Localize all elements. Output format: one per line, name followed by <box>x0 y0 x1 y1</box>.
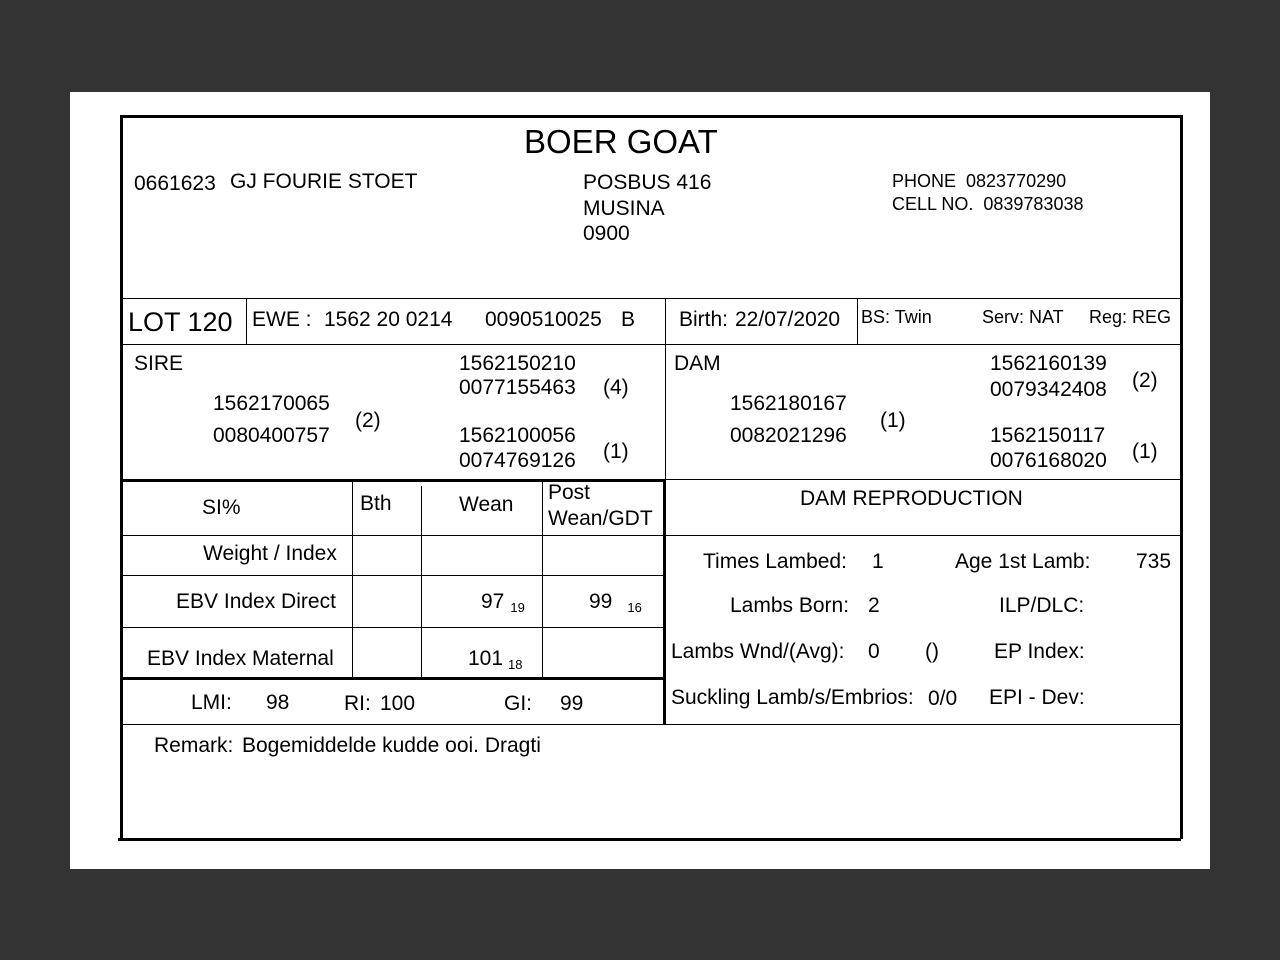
line-perf-row2 <box>122 627 665 628</box>
gi-label: GI: <box>504 692 533 715</box>
breeder-code: 0661623 <box>134 172 216 195</box>
age-first-lamb-label: Age 1st Lamb: <box>955 550 1091 573</box>
suckling-value: 0/0 <box>928 687 958 710</box>
header-bth: Bth <box>360 492 392 515</box>
lambs-weaned-value: 0 <box>868 640 880 663</box>
sire-reg: 0080400757 <box>213 424 330 447</box>
lambs-weaned-label: Lambs Wnd/(Avg): <box>671 640 845 663</box>
row-ebv-maternal: EBV Index Maternal <box>147 647 334 670</box>
line-perf-header <box>122 535 1180 536</box>
sire-sire-id: 1562150210 <box>459 352 576 375</box>
ilp-dlc-label: ILP/DLC: <box>999 594 1085 617</box>
card-title: BOER GOAT <box>524 123 718 160</box>
line-header-bottom <box>122 298 1180 299</box>
birth-status: BS: Twin <box>861 307 932 327</box>
address-line-1: POSBUS 416 <box>583 171 712 194</box>
frame-bottom <box>118 838 1181 841</box>
dam-sire-id: 1562160139 <box>990 352 1107 375</box>
remark-label: Remark: <box>154 734 234 757</box>
dam-dam-id: 1562150117 <box>990 424 1106 447</box>
sire-sire-count: (4) <box>603 376 629 399</box>
cell-number: CELL NO. 0839783038 <box>892 194 1084 214</box>
line-perf-bottom <box>122 677 665 680</box>
header-post-wean-1: Post <box>548 481 591 504</box>
sire-sire-reg: 0077155463 <box>459 376 576 399</box>
lambs-born-label: Lambs Born: <box>730 594 850 617</box>
address-line-3: 0900 <box>583 222 630 245</box>
lot-number: LOT 120 <box>128 307 233 337</box>
ri-value: 100 <box>380 692 416 715</box>
dam-sire-reg: 0079342408 <box>990 378 1107 401</box>
row-weight-index: Weight / Index <box>203 542 337 565</box>
dam-reg: 0082021296 <box>730 424 847 447</box>
sire-label: SIRE <box>134 352 184 375</box>
vline-lot <box>246 299 247 344</box>
dam-dam-count: (1) <box>1132 440 1158 463</box>
dam-dam-reg: 0076168020 <box>990 449 1107 472</box>
frame-right <box>1180 116 1183 839</box>
remark-text: Bogemiddelde kudde ooi. Dragti <box>242 734 541 757</box>
vline-sire-dam <box>665 345 666 479</box>
ebv-direct-wean: 97 <box>481 590 505 613</box>
breeder-name: GJ FOURIE STOET <box>230 170 418 193</box>
dam-count: (1) <box>880 409 906 432</box>
ebv-direct-post: 99 <box>589 590 613 613</box>
header-post-wean-2: Wean/GDT <box>548 507 653 530</box>
dam-sire-count: (2) <box>1132 369 1158 392</box>
dam-label: DAM <box>674 352 721 375</box>
sire-dam-id: 1562100056 <box>459 424 576 447</box>
dam-reproduction-title: DAM REPRODUCTION <box>800 487 1023 510</box>
ebv-direct-wean-value <box>481 591 525 614</box>
age-first-lamb-value: 735 <box>1136 550 1172 573</box>
address-line-2: MUSINA <box>583 197 665 220</box>
ewe-grade: B <box>621 308 636 331</box>
vline-perf-right <box>663 480 666 725</box>
sire-id: 1562170065 <box>213 392 330 415</box>
ebv-maternal-wean: 101 <box>468 647 504 670</box>
ri-label: RI: <box>344 692 371 715</box>
birth-label: Birth: <box>679 308 729 331</box>
epi-dev-label: EPI - Dev: <box>989 686 1085 709</box>
frame-left <box>120 116 123 839</box>
lambs-weaned-avg: () <box>925 640 939 663</box>
times-lambed-label: Times Lambed: <box>703 550 847 573</box>
vline-bth-wean <box>421 486 422 678</box>
gi-value: 99 <box>560 692 584 715</box>
dam-id: 1562180167 <box>730 392 847 415</box>
service-type: Serv: NAT <box>982 307 1064 327</box>
line-remark-top <box>122 724 1180 725</box>
header-wean: Wean <box>459 493 514 516</box>
registration-type: Reg: REG <box>1089 307 1172 327</box>
ep-index-label: EP Index: <box>994 640 1085 663</box>
phone-number: PHONE 0823770290 <box>892 171 1067 191</box>
ebv-maternal-wean-value <box>468 648 523 671</box>
lmi-label: LMI: <box>191 691 232 714</box>
sire-dam-reg: 0074769126 <box>459 449 576 472</box>
line-pedigree-bottom-right <box>665 479 1180 480</box>
ewe-reg: 0090510025 <box>485 308 602 331</box>
ebv-direct-post-accuracy: 16 <box>627 600 642 615</box>
line-perf-row1 <box>122 575 665 576</box>
ebv-direct-post-value <box>589 591 642 614</box>
ebv-maternal-wean-accuracy: 18 <box>508 657 523 672</box>
sire-count: (2) <box>355 409 381 432</box>
frame-top <box>120 115 1183 118</box>
lambs-born-value: 2 <box>868 594 880 617</box>
lmi-value: 98 <box>266 691 290 714</box>
birth-date: 22/07/2020 <box>735 308 841 331</box>
line-lot-bottom <box>122 344 1180 345</box>
ewe-id: 1562 20 0214 <box>324 308 453 331</box>
row-ebv-direct: EBV Index Direct <box>176 590 336 613</box>
times-lambed-value: 1 <box>872 550 884 573</box>
vline-birth <box>665 299 666 344</box>
sire-dam-count: (1) <box>603 440 629 463</box>
ebv-direct-wean-accuracy: 19 <box>510 600 525 615</box>
vline-bs <box>857 299 858 344</box>
vline-wean-post <box>542 482 543 678</box>
header-si: SI% <box>202 496 241 519</box>
ewe-label: EWE : <box>252 308 312 331</box>
suckling-label: Suckling Lamb/s/Embrios: <box>671 686 914 709</box>
vline-si-bth <box>352 482 353 678</box>
